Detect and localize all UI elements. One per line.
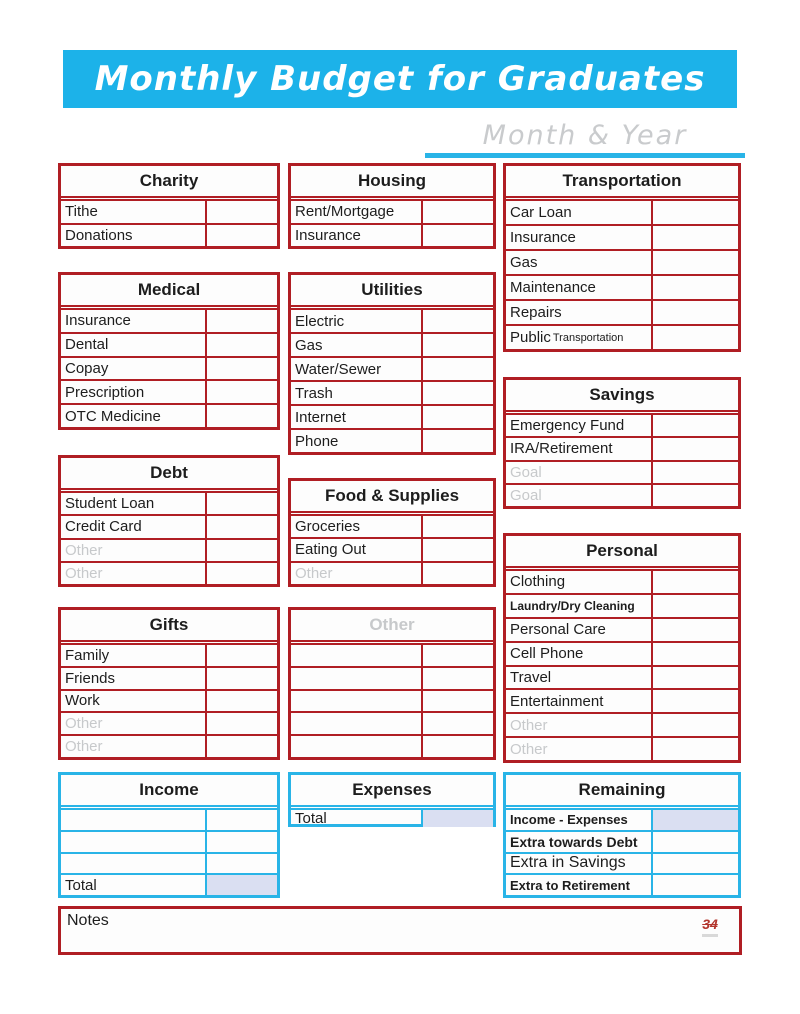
table-row	[506, 460, 738, 483]
table-row	[291, 380, 493, 404]
amount-cell[interactable]	[207, 691, 277, 712]
amount-cell[interactable]	[653, 485, 738, 506]
table-row	[291, 516, 493, 537]
table-row	[506, 299, 738, 324]
table-row	[291, 404, 493, 428]
row-label: Travel	[506, 667, 653, 689]
amount-cell[interactable]	[423, 645, 493, 666]
table-row	[506, 415, 738, 436]
blank-label-cell[interactable]	[291, 668, 423, 689]
housing-title: Housing	[291, 166, 493, 201]
row-label: Work	[61, 691, 207, 712]
table-row	[291, 201, 493, 223]
savings-title: Savings	[506, 380, 738, 415]
amount-cell[interactable]	[207, 405, 277, 427]
row-label: Insurance	[506, 226, 653, 249]
table-row	[61, 830, 277, 852]
amount-cell[interactable]	[207, 540, 277, 561]
row-label-placeholder[interactable]: Other	[61, 713, 207, 734]
amount-cell[interactable]	[207, 201, 277, 223]
amount-cell[interactable]	[653, 251, 738, 274]
expenses-title: Expenses	[291, 775, 493, 810]
table-row	[61, 561, 277, 584]
amount-cell[interactable]	[653, 595, 738, 617]
row-label: Entertainment	[506, 690, 653, 712]
income-section	[58, 772, 280, 898]
table-row	[61, 356, 277, 380]
table-row	[291, 561, 493, 584]
gifts-section	[58, 607, 280, 760]
remaining-total-cell[interactable]	[653, 810, 738, 830]
row-label-placeholder[interactable]: Other	[506, 738, 653, 760]
amount-cell[interactable]	[207, 225, 277, 247]
income-total-cell[interactable]	[207, 875, 277, 895]
row-label: Student Loan	[61, 493, 207, 514]
transportation-title: Transportation	[506, 166, 738, 201]
amount-cell[interactable]	[653, 854, 738, 874]
table-row	[506, 274, 738, 299]
amount-cell[interactable]	[207, 832, 277, 852]
amount-cell[interactable]	[207, 736, 277, 757]
table-row	[291, 310, 493, 332]
title-banner	[63, 50, 737, 108]
table-row	[506, 852, 738, 874]
row-label: Extra to Retirement	[506, 875, 653, 895]
row-label: Tithe	[61, 201, 207, 223]
amount-cell[interactable]	[653, 690, 738, 712]
blank-label-cell[interactable]	[291, 713, 423, 734]
amount-cell[interactable]	[423, 358, 493, 380]
charity-section	[58, 163, 280, 249]
row-label: Laundry/Dry Cleaning	[506, 595, 653, 617]
table-row	[61, 645, 277, 666]
row-label: Extra in Savings	[506, 854, 653, 874]
amount-cell[interactable]	[653, 714, 738, 736]
expenses-section	[288, 772, 496, 827]
table-row	[61, 666, 277, 689]
table-row	[506, 688, 738, 712]
amount-cell[interactable]	[653, 619, 738, 641]
amount-cell[interactable]	[653, 438, 738, 459]
food-supplies-title: Food & Supplies	[291, 481, 493, 516]
expenses-total-label: Total	[291, 810, 423, 827]
amount-cell[interactable]	[653, 832, 738, 852]
row-label: Credit Card	[61, 516, 207, 537]
table-row	[506, 617, 738, 641]
table-row	[61, 873, 277, 895]
amount-cell[interactable]	[207, 645, 277, 666]
amount-cell[interactable]	[207, 381, 277, 403]
amount-cell[interactable]	[423, 430, 493, 452]
table-row	[61, 310, 277, 332]
table-row	[291, 734, 493, 757]
amount-cell[interactable]	[653, 326, 738, 349]
amount-cell[interactable]	[207, 493, 277, 514]
remaining-title: Remaining	[506, 775, 738, 810]
row-label-placeholder[interactable]: Goal	[506, 485, 653, 506]
row-label: Insurance	[61, 310, 207, 332]
other-section	[288, 607, 496, 760]
table-row	[506, 483, 738, 506]
row-label: IRA/Retirement	[506, 438, 653, 459]
row-label: Eating Out	[291, 539, 423, 560]
utilities-section	[288, 272, 496, 455]
row-label: Income - Expenses	[506, 810, 653, 830]
row-label: Gas	[506, 251, 653, 274]
amount-cell[interactable]	[653, 875, 738, 895]
personal-section	[503, 533, 741, 763]
table-row	[506, 641, 738, 665]
row-label: Groceries	[291, 516, 423, 537]
row-label: Extra towards Debt	[506, 832, 653, 852]
utilities-title: Utilities	[291, 275, 493, 310]
table-row	[506, 830, 738, 852]
row-label-placeholder[interactable]: Other	[506, 714, 653, 736]
amount-cell[interactable]	[207, 854, 277, 874]
table-row	[506, 665, 738, 689]
row-label: Dental	[61, 334, 207, 356]
notes-label: Notes	[67, 912, 109, 929]
food-supplies-section	[288, 478, 496, 587]
table-row	[291, 332, 493, 356]
blank-label-cell[interactable]	[61, 854, 207, 874]
row-label: Electric	[291, 310, 423, 332]
amount-cell[interactable]	[653, 301, 738, 324]
row-label: Trash	[291, 382, 423, 404]
amount-cell[interactable]	[423, 736, 493, 757]
brand-logo-mark: 34	[702, 916, 718, 932]
row-label: Repairs	[506, 301, 653, 324]
row-label: Personal Care	[506, 619, 653, 641]
amount-cell[interactable]	[423, 691, 493, 712]
month-year-label: Month & Year	[482, 119, 688, 151]
personal-title: Personal	[506, 536, 738, 571]
blank-label-cell[interactable]	[61, 810, 207, 830]
table-row	[291, 428, 493, 452]
table-row	[506, 201, 738, 224]
page-title: Monthly Budget for Graduates	[94, 59, 706, 99]
amount-cell[interactable]	[653, 201, 738, 224]
row-label: Emergency Fund	[506, 415, 653, 436]
amount-cell[interactable]	[423, 713, 493, 734]
table-row	[61, 538, 277, 561]
amount-cell[interactable]	[207, 516, 277, 537]
amount-cell[interactable]	[423, 539, 493, 560]
amount-cell[interactable]	[207, 334, 277, 356]
row-label: Rent/Mortgage	[291, 201, 423, 223]
table-row	[291, 666, 493, 689]
row-label: Family	[61, 645, 207, 666]
row-label: Clothing	[506, 571, 653, 593]
month-year-underline[interactable]	[425, 153, 745, 158]
amount-cell[interactable]	[207, 713, 277, 734]
amount-cell[interactable]	[653, 276, 738, 299]
row-label: Phone	[291, 430, 423, 452]
amount-cell[interactable]	[653, 226, 738, 249]
housing-section	[288, 163, 496, 249]
table-row	[506, 873, 738, 895]
amount-cell[interactable]	[207, 668, 277, 689]
row-label: Maintenance	[506, 276, 653, 299]
brand-logo	[695, 917, 725, 937]
charity-title: Charity	[61, 166, 277, 201]
table-row	[61, 403, 277, 427]
amount-cell[interactable]	[423, 406, 493, 428]
table-row	[61, 201, 277, 223]
expenses-total-cell[interactable]	[423, 810, 493, 827]
amount-cell[interactable]	[423, 225, 493, 247]
row-label: Internet	[291, 406, 423, 428]
transportation-section	[503, 163, 741, 352]
amount-cell[interactable]	[423, 516, 493, 537]
row-label: Gas	[291, 334, 423, 356]
amount-cell[interactable]	[207, 810, 277, 830]
debt-section	[58, 455, 280, 587]
notes-box[interactable]	[58, 906, 742, 955]
row-label-placeholder[interactable]: Goal	[506, 462, 653, 483]
table-row	[61, 332, 277, 356]
table-row	[506, 571, 738, 593]
row-label-placeholder[interactable]: Other	[61, 736, 207, 757]
table-row	[506, 593, 738, 617]
amount-cell[interactable]	[423, 334, 493, 356]
table-row	[506, 736, 738, 760]
table-row	[291, 810, 493, 827]
remaining-section	[503, 772, 741, 898]
savings-section	[503, 377, 741, 509]
amount-cell[interactable]	[423, 310, 493, 332]
other-title: Other	[291, 610, 493, 645]
table-row	[506, 324, 738, 349]
table-row	[61, 223, 277, 247]
table-row	[291, 356, 493, 380]
blank-label-cell[interactable]	[291, 691, 423, 712]
income-title: Income	[61, 775, 277, 810]
table-row	[506, 224, 738, 249]
amount-cell[interactable]	[423, 668, 493, 689]
table-row	[506, 436, 738, 459]
amount-cell[interactable]	[653, 643, 738, 665]
amount-cell[interactable]	[423, 382, 493, 404]
amount-cell[interactable]	[653, 667, 738, 689]
table-row	[291, 711, 493, 734]
table-row	[506, 810, 738, 830]
row-label: Donations	[61, 225, 207, 247]
amount-cell[interactable]	[653, 415, 738, 436]
row-label: Public Transportation	[506, 326, 653, 349]
table-row	[61, 711, 277, 734]
table-row	[291, 645, 493, 666]
row-label: Car Loan	[506, 201, 653, 224]
table-row	[291, 689, 493, 712]
income-total-label: Total	[61, 875, 207, 895]
row-label: Copay	[61, 358, 207, 380]
gifts-title: Gifts	[61, 610, 277, 645]
row-label: OTC Medicine	[61, 405, 207, 427]
table-row	[291, 223, 493, 247]
amount-cell[interactable]	[207, 310, 277, 332]
table-row	[61, 689, 277, 712]
table-row	[61, 379, 277, 403]
row-label-placeholder[interactable]: Other	[61, 563, 207, 584]
table-row	[291, 537, 493, 560]
debt-title: Debt	[61, 458, 277, 493]
amount-cell[interactable]	[207, 358, 277, 380]
medical-title: Medical	[61, 275, 277, 310]
table-row	[61, 810, 277, 830]
row-label: Cell Phone	[506, 643, 653, 665]
table-row	[61, 493, 277, 514]
table-row	[61, 514, 277, 537]
row-label-placeholder[interactable]: Other	[61, 540, 207, 561]
medical-section	[58, 272, 280, 430]
table-row	[506, 249, 738, 274]
row-label: Friends	[61, 668, 207, 689]
amount-cell[interactable]	[653, 738, 738, 760]
blank-label-cell[interactable]	[291, 645, 423, 666]
brand-logo-caption	[702, 934, 718, 937]
amount-cell[interactable]	[653, 462, 738, 483]
row-label: Water/Sewer	[291, 358, 423, 380]
amount-cell[interactable]	[423, 563, 493, 584]
row-label-placeholder[interactable]: Other	[291, 563, 423, 584]
blank-label-cell[interactable]	[61, 832, 207, 852]
row-label: Prescription	[61, 381, 207, 403]
amount-cell[interactable]	[653, 571, 738, 593]
table-row	[61, 852, 277, 874]
table-row	[506, 712, 738, 736]
amount-cell[interactable]	[423, 201, 493, 223]
table-row	[61, 734, 277, 757]
row-label: Insurance	[291, 225, 423, 247]
amount-cell[interactable]	[207, 563, 277, 584]
blank-label-cell[interactable]	[291, 736, 423, 757]
